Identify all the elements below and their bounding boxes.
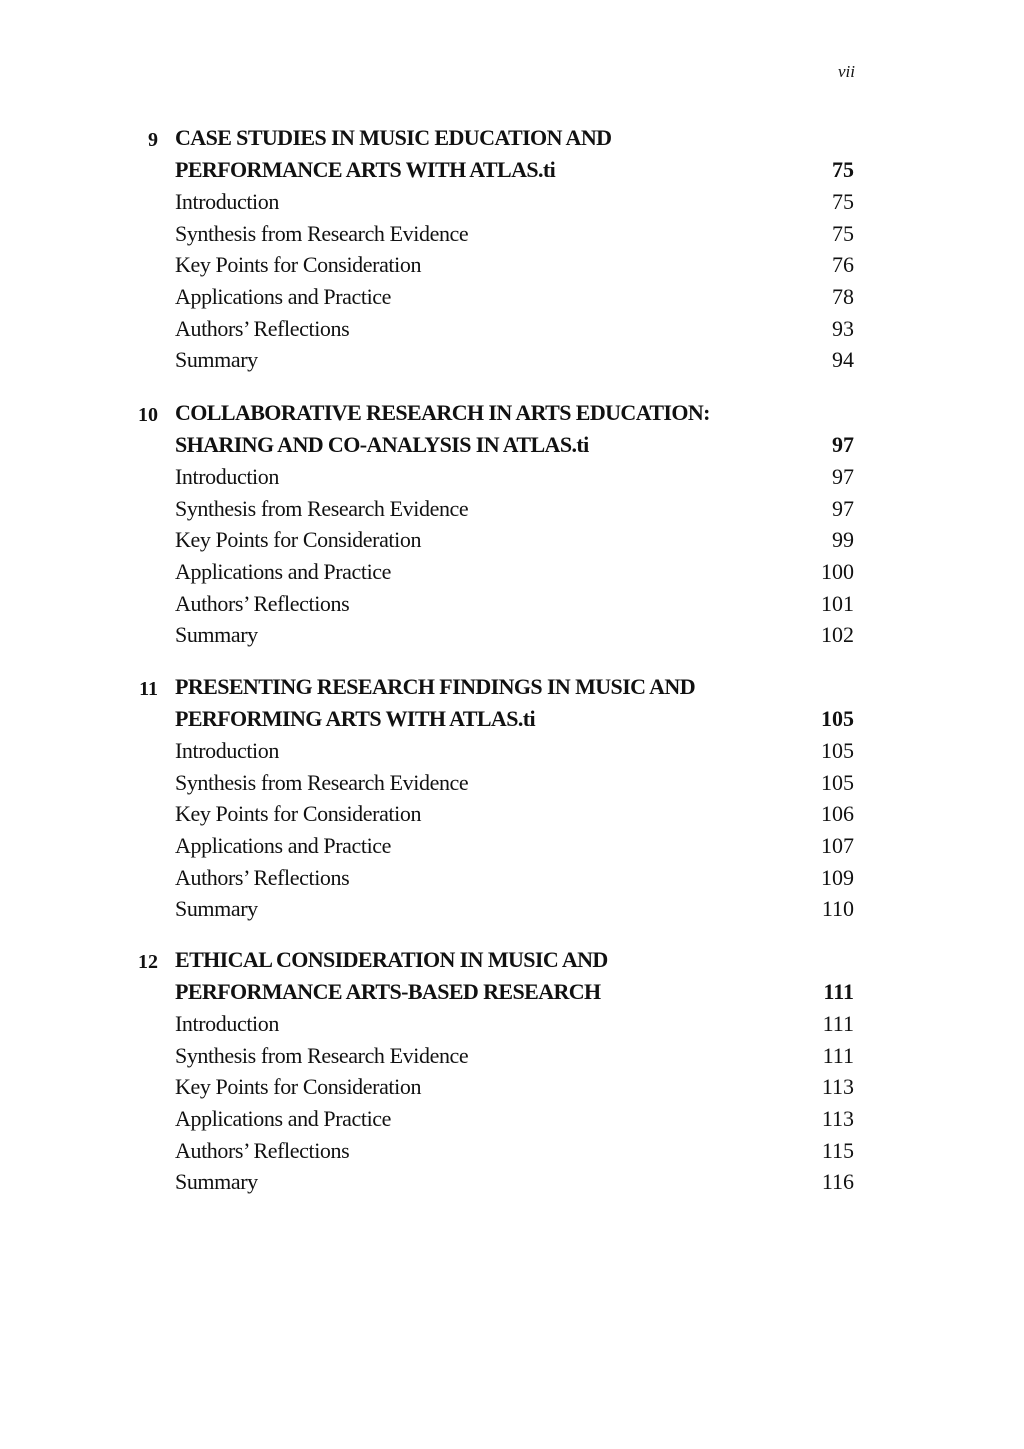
toc-chapter-10 xyxy=(0,400,1024,654)
page-number: vii xyxy=(838,62,855,81)
section-title: Key Points for Consideration xyxy=(175,1074,422,1100)
section-page-number: 101 xyxy=(821,590,854,616)
chapter-heading xyxy=(0,979,1024,1011)
chapter-number: 12 xyxy=(138,951,158,973)
section-title: Summary xyxy=(175,622,258,648)
chapter-title: SHARING AND CO-ANALYSIS IN ATLAS.ti xyxy=(175,432,589,457)
section-title: Summary xyxy=(175,347,258,373)
section-page-number: 75 xyxy=(832,220,854,246)
section-page-number: 111 xyxy=(822,1011,854,1036)
section-page-number: 97 xyxy=(832,464,854,489)
toc-entry xyxy=(0,1169,1024,1201)
section-page-number: 116 xyxy=(821,1169,854,1195)
section-title: Authors’ Reflections xyxy=(175,864,350,890)
chapter-title: COLLABORATIVE RESEARCH IN ARTS EDUCATION: xyxy=(175,400,710,425)
chapter-page-number: 111 xyxy=(823,979,854,1004)
section-title: Applications and Practice xyxy=(175,833,392,859)
toc-entry xyxy=(0,1011,1024,1043)
toc-entry xyxy=(0,252,1024,284)
toc-chapter-12 xyxy=(0,947,1024,1201)
section-title: Applications and Practice xyxy=(175,1106,392,1132)
toc-entry xyxy=(0,1106,1024,1138)
chapter-heading xyxy=(0,125,1024,157)
toc-chapter-11 xyxy=(0,674,1024,928)
section-title: Authors’ Reflections xyxy=(175,590,350,616)
toc-entry xyxy=(0,464,1024,496)
section-page-number: 93 xyxy=(832,315,854,341)
section-page-number: 113 xyxy=(821,1106,854,1132)
section-title: Introduction xyxy=(175,464,279,489)
toc-entry xyxy=(0,496,1024,528)
chapter-page-number: 75 xyxy=(832,157,854,182)
section-page-number: 107 xyxy=(821,833,854,859)
chapter-heading xyxy=(0,947,1024,979)
chapter-title: CASE STUDIES IN MUSIC EDUCATION AND xyxy=(175,125,612,150)
chapter-page-number: 97 xyxy=(832,432,854,457)
section-page-number: 97 xyxy=(832,495,854,521)
toc-entry xyxy=(0,865,1024,897)
toc-entry xyxy=(0,1074,1024,1106)
chapter-number: 9 xyxy=(148,129,158,151)
section-page-number: 75 xyxy=(832,189,854,214)
section-page-number: 110 xyxy=(821,896,854,922)
chapter-title: PERFORMANCE ARTS-BASED RESEARCH xyxy=(175,979,601,1004)
section-title: Introduction xyxy=(175,738,279,763)
section-page-number: 102 xyxy=(821,622,854,648)
toc-entry xyxy=(0,284,1024,316)
section-page-number: 109 xyxy=(821,864,854,890)
section-title: Synthesis from Research Evidence xyxy=(175,1042,469,1068)
section-title: Summary xyxy=(175,896,258,922)
toc-entry xyxy=(0,801,1024,833)
section-title: Summary xyxy=(175,1169,258,1195)
chapter-title: ETHICAL CONSIDERATION IN MUSIC AND xyxy=(175,947,608,972)
chapter-page-number: 105 xyxy=(821,706,854,731)
toc-entry xyxy=(0,347,1024,379)
section-page-number: 111 xyxy=(822,1042,854,1068)
section-title: Applications and Practice xyxy=(175,284,392,310)
chapter-title: PERFORMING ARTS WITH ATLAS.ti xyxy=(175,706,535,731)
chapter-heading xyxy=(0,706,1024,738)
toc-entry xyxy=(0,1138,1024,1170)
section-page-number: 99 xyxy=(832,527,854,553)
section-page-number: 94 xyxy=(832,347,854,373)
chapter-title: PERFORMANCE ARTS WITH ATLAS.ti xyxy=(175,157,556,182)
chapter-heading xyxy=(0,157,1024,189)
toc-entry xyxy=(0,221,1024,253)
section-title: Introduction xyxy=(175,1011,279,1036)
section-page-number: 78 xyxy=(832,284,854,310)
section-page-number: 115 xyxy=(821,1137,854,1163)
toc-entry xyxy=(0,896,1024,928)
toc-chapter-9 xyxy=(0,125,1024,379)
chapter-heading xyxy=(0,432,1024,464)
chapter-heading xyxy=(0,400,1024,432)
section-page-number: 113 xyxy=(821,1074,854,1100)
toc-entry xyxy=(0,559,1024,591)
chapter-number: 11 xyxy=(139,678,158,700)
toc-entry xyxy=(0,316,1024,348)
section-title: Applications and Practice xyxy=(175,559,392,585)
section-page-number: 106 xyxy=(821,801,854,827)
section-page-number: 76 xyxy=(832,252,854,278)
section-title: Key Points for Consideration xyxy=(175,252,422,278)
toc-entry xyxy=(0,591,1024,623)
toc-entry xyxy=(0,770,1024,802)
section-page-number: 105 xyxy=(821,769,854,795)
chapter-heading xyxy=(0,674,1024,706)
toc-entry xyxy=(0,738,1024,770)
section-page-number: 100 xyxy=(821,559,854,585)
section-title: Synthesis from Research Evidence xyxy=(175,769,469,795)
section-title: Authors’ Reflections xyxy=(175,1137,350,1163)
section-title: Authors’ Reflections xyxy=(175,315,350,341)
section-title: Synthesis from Research Evidence xyxy=(175,220,469,246)
toc-entry xyxy=(0,1043,1024,1075)
toc-entry xyxy=(0,833,1024,865)
toc-entry xyxy=(0,189,1024,221)
toc-entry xyxy=(0,527,1024,559)
section-page-number: 105 xyxy=(821,738,854,763)
section-title: Key Points for Consideration xyxy=(175,801,422,827)
section-title: Introduction xyxy=(175,189,279,214)
toc-entry xyxy=(0,622,1024,654)
chapter-title: PRESENTING RESEARCH FINDINGS IN MUSIC AND xyxy=(175,674,695,699)
section-title: Synthesis from Research Evidence xyxy=(175,495,469,521)
chapter-number: 10 xyxy=(138,404,158,426)
section-title: Key Points for Consideration xyxy=(175,527,422,553)
